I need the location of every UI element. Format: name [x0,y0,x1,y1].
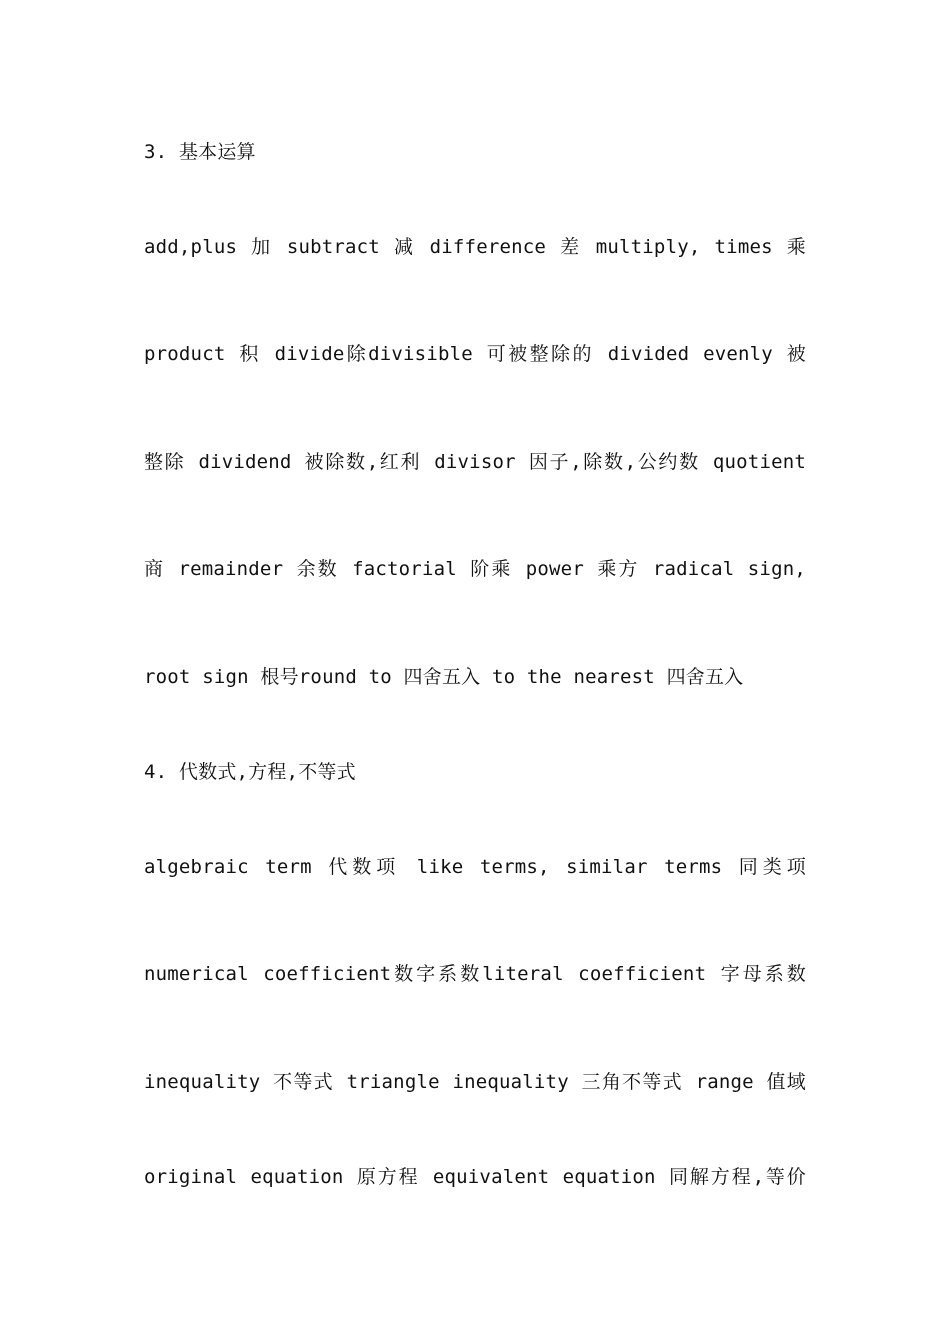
section-4-line-3: inequality 不等式 triangle inequality 三角不等式 range 值域 [144,1071,806,1093]
section-3-heading: 3. 基本运算 [144,141,256,163]
section-3-line-1: add,plus 加 subtract 减 difference 差 multiply, times 乘 [144,236,806,258]
section-4-heading: 4. 代数式,方程,不等式 [144,761,356,783]
section-3-line-5: root sign 根号round to 四舍五入 to the nearest 四舍五入 [144,666,744,688]
section-4-line-2: numerical coefficient数字系数literal coefficient 字母系数 [144,963,806,985]
section-4-line-4: original equation 原方程 equivalent equation 同解方程,等价 [144,1166,806,1188]
section-3-line-3: 整除 dividend 被除数,红利 divisor 因子,除数,公约数 quotient [144,451,806,473]
section-3-line-2: product 积 divide除divisible 可被整除的 divided evenly 被 [144,343,806,365]
section-4-line-1: algebraic term 代数项 like terms, similar terms 同类项 [144,856,806,878]
section-3-line-4: 商 remainder 余数 factorial 阶乘 power 乘方 radical sign, [144,558,806,580]
